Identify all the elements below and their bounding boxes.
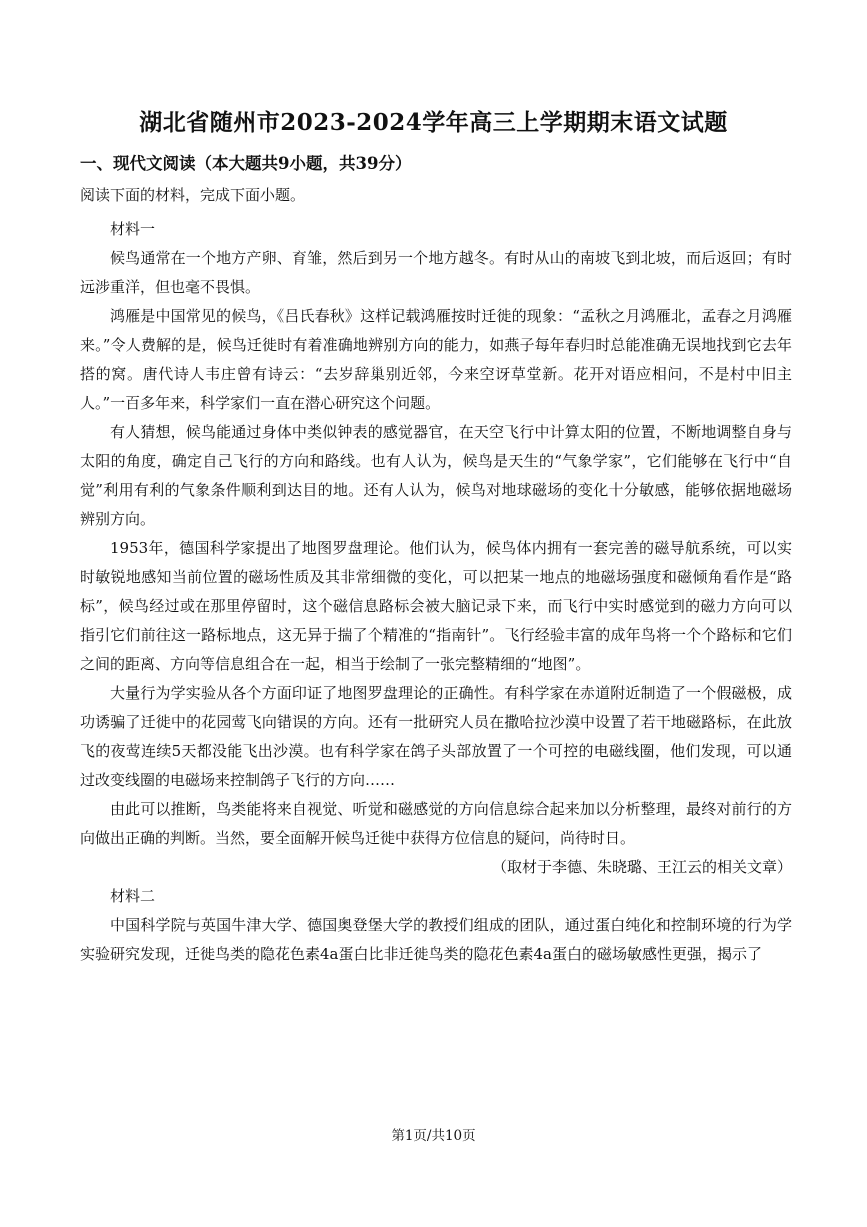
material1-label: 材料一 bbox=[110, 220, 156, 238]
reading-passage bbox=[80, 215, 792, 969]
material2-label: 材料二 bbox=[110, 887, 156, 905]
passage-paragraph: 由此可以推断，鸟类能将来自视觉、听觉和磁感觉的方向信息综合起来加以分析整理，最终对前行的方向做出正确的判断。当然，要全面解开候鸟迁徙中获得方位信息的疑问，尚待时日。 bbox=[80, 800, 792, 847]
passage-paragraph: 中国科学院与英国牛津大学、德国奥登堡大学的教授们组成的团队，通过蛋白纯化和控制环境的行为学实验研究发现，迁徙鸟类的隐花色素4a蛋白比非迁徙鸟类的隐花色素4a蛋白的磁场敏感性更强，揭示了 bbox=[80, 916, 792, 963]
page-number: 第1页/共10页 bbox=[391, 1128, 476, 1144]
passage-paragraph: 鸿雁是中国常见的候鸟，《吕氏春秋》这样记载鸿雁按时迁徙的现象：“孟秋之月鸿雁北，孟春之月鸿雁来。”令人费解的是，候鸟迁徙时有着准确地辨别方向的能力，如燕子每年春归时总能准确无误地找到它去年搭的窝。唐代诗人韦庄曾有诗云：“去岁辞巢别近邻，今来空讶草堂新。花开对语应相问，不是村中旧主人。”一百多年来，科学家们一直在潜心研究这个问题。 bbox=[80, 307, 792, 412]
passage-paragraph: 有人猜想，候鸟能通过身体中类似钟表的感觉器官，在天空飞行中计算太阳的位置，不断地调整自身与太阳的角度，确定自己飞行的方向和路线。也有人认为，候鸟是天生的“气象学家”，它们能够在飞行中“自觉”利用有利的气象条件顺利到达目的地。还有人认为，候鸟对地球磁场的变化十分敏感，能够依据地磁场辨别方向。 bbox=[80, 423, 792, 528]
passage-paragraph: 大量行为学实验从各个方面印证了地图罗盘理论的正确性。有科学家在赤道附近制造了一个假磁极，成功诱骗了迁徙中的花园莺飞向错误的方向。还有一批研究人员在撒哈拉沙漠中设置了若干地磁路标，在此放飞的夜莺连续5天都没能飞出沙漠。也有科学家在鸽子头部放置了一个可控的电磁线圈，他们发现，可以通过改变线圈的电磁场来控制鸽子飞行的方向…… bbox=[80, 684, 792, 789]
section-heading: 一、现代文阅读（本大题共9小题，共39分） bbox=[80, 154, 412, 173]
source-citation: （取材于李德、朱晓璐、王江云的相关文章） bbox=[491, 858, 792, 876]
reading-instruction: 阅读下面的材料，完成下面小题。 bbox=[80, 186, 306, 204]
passage-paragraph: 候鸟通常在一个地方产卵、育雏，然后到另一个地方越冬。有时从山的南坡飞到北坡，而后返回；有时远涉重洋，但也毫不畏惧。 bbox=[80, 249, 792, 296]
document-title: 湖北省随州市2023-2024学年高三上学期期末语文试题 bbox=[139, 109, 728, 136]
passage-paragraph: 1953年，德国科学家提出了地图罗盘理论。他们认为，候鸟体内拥有一套完善的磁导航系统，可以实时敏锐地感知当前位置的磁场性质及其非常细微的变化，可以把某一地点的地磁场强度和磁倾角看作是“路标”，候鸟经过或在那里停留时，这个磁信息路标会被大脑记录下来，而飞行中实时感觉到的磁力方向可以指引它们前往这一路标地点，这无异于揣了个精准的“指南针”。飞行经验丰富的成年鸟将一个个路标和它们之间的距离、方向等信息组合在一起，相当于绘制了一张完整精细的“地图”。 bbox=[80, 539, 792, 673]
